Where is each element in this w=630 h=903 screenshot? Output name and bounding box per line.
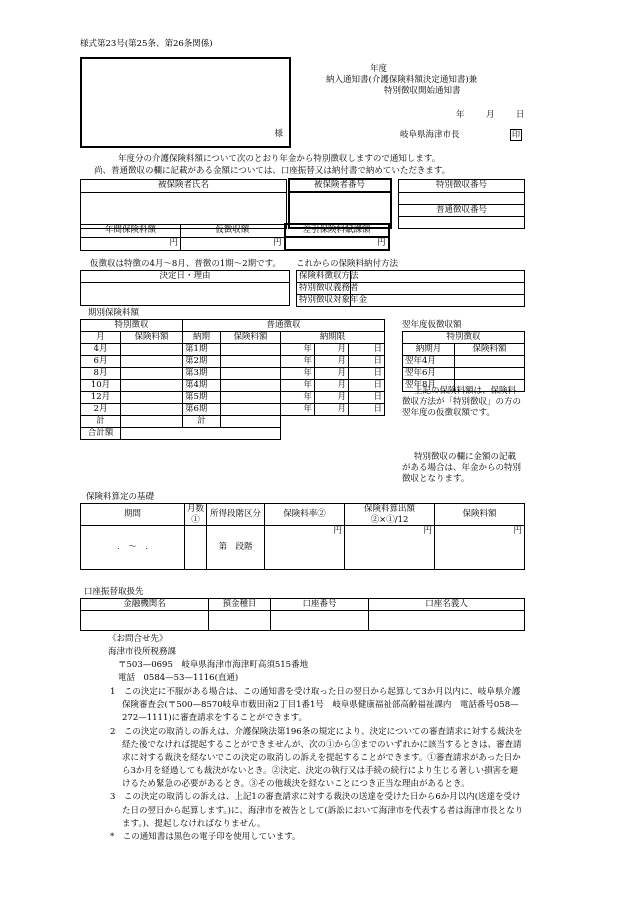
bank-header: 口座名義人	[369, 599, 525, 611]
date-day: 日	[516, 110, 525, 120]
basis-title: 保険料算定の基礎	[86, 492, 155, 502]
annual-yen: 円	[81, 237, 181, 250]
table-row: 翌年6月	[403, 368, 525, 380]
basis-period-value: . 〜 .	[81, 526, 185, 570]
table-row: 8月 第3期 年 月 日	[81, 368, 385, 380]
basis-table	[80, 503, 525, 570]
normal-no-value	[399, 216, 525, 228]
method-row-label: 特別徴収対象年金	[297, 295, 351, 307]
next-year-note1: 上記の保険料額は、保険料徴収方法が「特別徴収」の方の翌年度の仮徴収額です。	[402, 386, 522, 419]
basis-rate-yen: 円	[265, 526, 345, 570]
next-amount-label: 保険料額	[455, 344, 525, 356]
insured-number-label: 被保険者番号	[289, 179, 391, 192]
next-month-label: 納期月	[403, 344, 455, 356]
amounts-table	[80, 223, 390, 251]
bank-header: 金融機関名	[81, 599, 209, 611]
table-row: 12月 第5期 年 月 日	[81, 392, 385, 404]
table-row: 6月 第2期 年 月 日	[81, 356, 385, 368]
method-row-label: 保険料徴収方法	[297, 271, 351, 283]
period-table	[80, 319, 385, 440]
table-row: 計 計	[81, 416, 385, 428]
date-month: 月	[486, 110, 495, 120]
method-row-label: 特別徴収義務者	[297, 283, 351, 295]
date-year: 年	[456, 110, 465, 120]
address-box	[80, 57, 291, 148]
method-table	[296, 270, 525, 307]
seal-stamp	[510, 129, 522, 141]
table-row: 10月 第4期 年 月 日	[81, 380, 385, 392]
special-no-label: 特別徴収番号	[399, 179, 525, 192]
basis-header: 保険料率②	[265, 504, 345, 526]
term-label: 納期	[183, 332, 221, 344]
sama-label: 様	[274, 129, 283, 140]
balance-label: 差引保険料賦課額	[285, 224, 389, 237]
provisional-note: 仮徴収は特徴の4月〜8月、普徴の1期〜2期です。	[90, 259, 281, 269]
basis-header: 保険料算出額②×①/12	[345, 504, 435, 526]
basis-header: 月数①	[185, 504, 207, 526]
table-row: 2月 第6期 年 月 日	[81, 404, 385, 416]
insured-name-label: 被保険者氏名	[81, 179, 287, 192]
table-row: 翌年8月	[403, 380, 525, 392]
contact-dept: 海津市役所税務課	[108, 647, 177, 657]
next-year-table	[402, 331, 525, 392]
table-row: 合計額	[81, 428, 385, 440]
normal-label: 普通徴収	[183, 320, 385, 332]
insured-table	[80, 178, 525, 229]
title-line2: 特別徴収開始通知書	[384, 86, 461, 96]
provisional-yen: 円	[181, 237, 285, 250]
year-label: 年度	[370, 64, 388, 74]
stamp-char: 印	[512, 130, 520, 139]
bank-header: 口座番号	[271, 599, 369, 611]
balance-yen: 円	[285, 237, 389, 250]
intro-line2: 尚、普通徴収の欄に記載がある金額については、口座振替又は納付書で納めていただきます。	[94, 166, 451, 176]
basis-stage-value: 第 段階	[207, 526, 265, 570]
next-year-title: 翌年度仮徴収額	[402, 320, 462, 330]
deadline-label: 納期限	[281, 332, 385, 344]
period-title: 期別保険料額	[88, 308, 140, 318]
footnote-3: 3 この決定の取消しの訴えは、上記1の審査請求に対する裁決の送達を受けた日から6か月以内(送達を受けた日の翌日から起算します。)に、海津市を被告として(訴訟において海津市を代表する者は海津市長となります。)、提起しなければなりません。	[110, 792, 524, 829]
contact-title: 《お問合せ先》	[108, 634, 168, 644]
decision-label: 決定日・理由	[81, 271, 290, 283]
normal-no-label: 普通徴収番号	[399, 204, 525, 216]
provisional-label: 仮徴収額	[181, 224, 285, 237]
issuer: 岐阜県海津市長	[400, 130, 460, 140]
amount-label-normal: 保険料額	[221, 332, 281, 344]
decision-value	[81, 283, 290, 306]
basis-header: 所得段階区分	[207, 504, 265, 526]
method-title: これからの保険料納付方法	[296, 259, 399, 269]
table-row: 4月 第1期 年 月 日	[81, 344, 385, 356]
month-label: 月	[81, 332, 121, 344]
intro-line1: 年度分の介護保険料額について次のとおり年金から特別徴収しますので通知します。	[118, 154, 441, 164]
basis-amount-yen: 円	[435, 526, 525, 570]
title-line1: 納入通知書(介護保険料額決定通知書)兼	[326, 75, 478, 85]
form-id: 様式第23号(第25条、第26条関係)	[80, 39, 213, 49]
footnote-1: 1 この決定に不服がある場合は、この通知書を受け取った日の翌日から起算して3か月以内に、岐阜県介護保険審査会(〒500—8570岐阜市薮田南2丁目1番1号 岐阜県健康福祉部高齢福祉課内 電話番号058—272—1111)に審査請求をすることができます。	[110, 687, 521, 724]
next-special-label: 特別徴収	[403, 332, 525, 344]
footnote-2: 2 この決定の取消しの訴えは、介護保険法第196条の規定により、決定についての審査請求に対する裁決を経た後でなければ提起することができませんが、次の①から③までのいずれかに該当するときは、審査請求に対する裁決を経ないでこの決定の取消しの訴えを提起することができます。①審査請求があった日から3か月を経過しても裁決がないとき。②決定、決定の執行又は手続の続行により生じる著しい損害を避けるため緊急の必要があるとき。③その他裁決を経ないことにつき正当な理由があるとき。	[110, 726, 523, 790]
special-label: 特別徴収	[81, 320, 183, 332]
table-row: 翌年4月	[403, 356, 525, 368]
annual-label: 年間保険料額	[81, 224, 181, 237]
next-year-note2: 特別徴収の欄に金額の記載がある場合は、年金からの特別徴収となります。	[402, 452, 522, 485]
contact-address: 〒503—0695 岐阜県海津市海津町高須515番地	[118, 660, 309, 670]
footnote-4: * この通知書は黒色の電子印を使用しています。	[110, 831, 301, 842]
basis-header: 保険料額	[435, 504, 525, 526]
footnotes	[110, 686, 524, 844]
bank-title: 口座振替取扱先	[84, 587, 144, 597]
bank-header: 預金種目	[209, 599, 271, 611]
basis-header: 期間	[81, 504, 185, 526]
special-no-value	[399, 192, 525, 204]
bank-table	[80, 598, 525, 631]
basis-calc-yen: 円	[345, 526, 435, 570]
amount-label: 保険料額	[121, 332, 183, 344]
decision-table	[80, 270, 290, 306]
contact-phone: 電話 0584—53—1116(直通)	[118, 673, 239, 683]
